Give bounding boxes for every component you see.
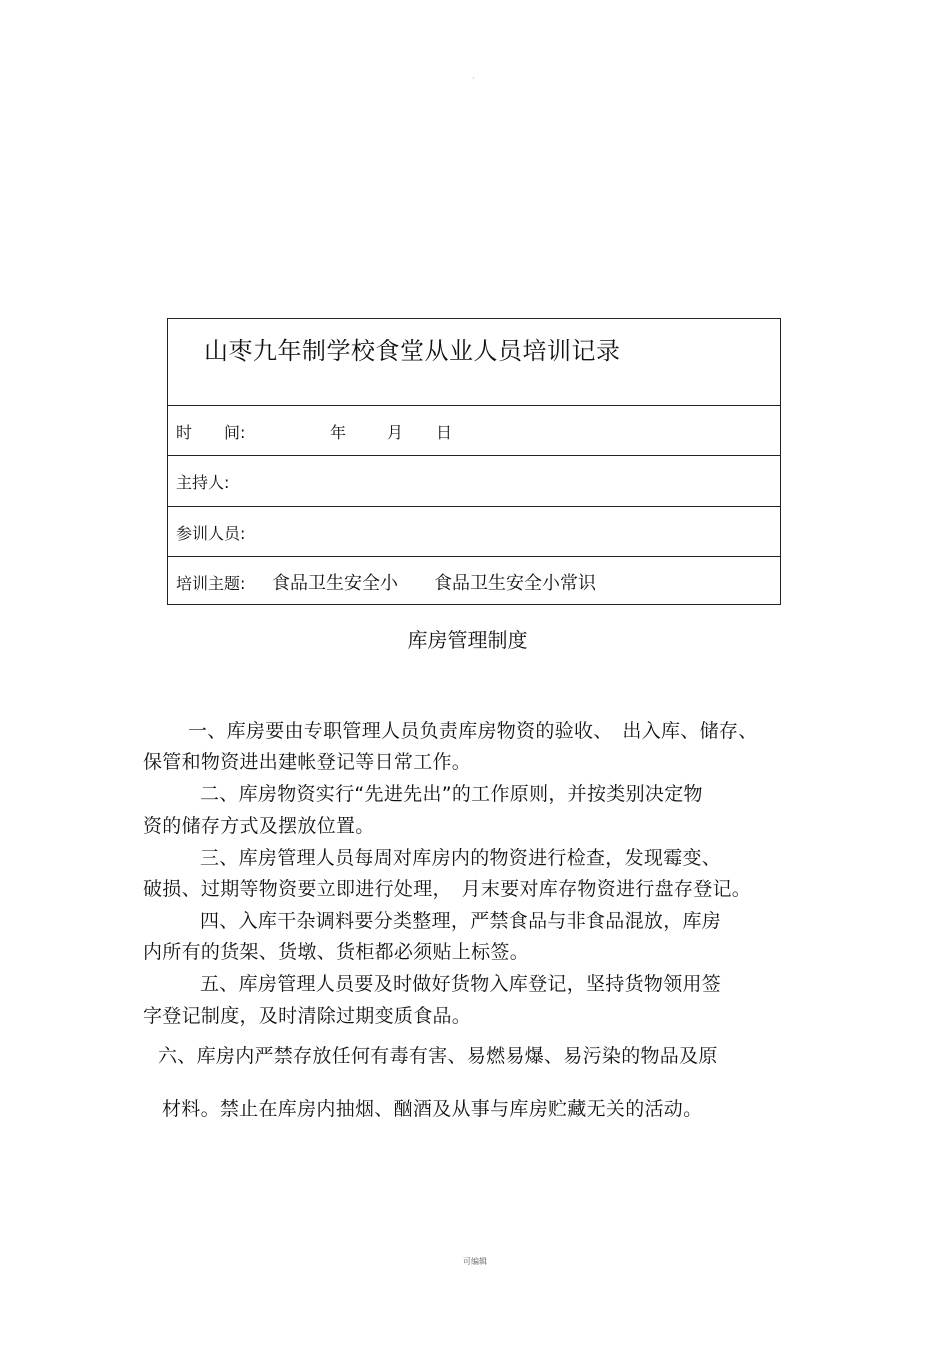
rule-line: 六、库房内严禁存放任何有毒有害、易燃易爆、易污染的物品及原: [158, 1045, 718, 1067]
footer-note: 可编辑: [463, 1257, 487, 1266]
rule-line: 内所有的货架、货墩、货柜都必须贴上标签。: [143, 941, 530, 963]
section-title: 库房管理制度: [407, 628, 528, 652]
topic-row: [168, 556, 780, 606]
rule-line: 四、入库干杂调料要分类整理，严禁食品与非食品混放，库房: [200, 910, 722, 932]
participants-row: [168, 506, 780, 556]
rule-line: 保管和物资进出建帐登记等日常工作。: [143, 751, 472, 773]
header-mark: ·: [472, 74, 475, 83]
host-label: 主持人:: [176, 473, 230, 492]
rule-line: 材料。禁止在库房内抽烟、酗酒及从事与库房贮藏无关的活动。: [162, 1098, 703, 1120]
rule-line: 字登记制度，及时清除过期变质食品。: [143, 1005, 472, 1027]
participants-label: 参训人员:: [176, 524, 246, 543]
time-row: [168, 405, 780, 455]
rule-line: 五、库房管理人员要及时做好货物入库登记，坚持货物领用签: [200, 973, 722, 995]
rule-line: 资的储存方式及摆放位置。: [143, 815, 375, 837]
time-label: 时 间:: [176, 423, 246, 442]
month-label: 月: [387, 423, 404, 442]
form-title: 山枣九年制学校食堂从业人员培训记录: [204, 337, 621, 365]
day-label: 日: [436, 423, 453, 442]
training-record-table: [167, 318, 781, 605]
rule-line: 二、库房物资实行“先进先出”的工作原则，并按类别决定物: [200, 783, 703, 805]
rule-line: 破损、过期等物资要立即进行处理， 月末要对库存物资进行盘存登记。: [143, 878, 752, 900]
topic-label: 培训主题:: [176, 574, 246, 593]
table-title-row: [168, 319, 780, 405]
topic-value-1: 食品卫生安全小: [272, 573, 398, 594]
rule-line: 三、库房管理人员每周对库房内的物资进行检查，发现霉变、: [200, 847, 722, 869]
host-row: [168, 455, 780, 506]
rule-line: 一、库房要由专职管理人员负责库房物资的验收、 出入库、储存、: [188, 720, 758, 742]
topic-value-2: 食品卫生安全小常识: [434, 573, 596, 594]
year-label: 年: [330, 423, 347, 442]
